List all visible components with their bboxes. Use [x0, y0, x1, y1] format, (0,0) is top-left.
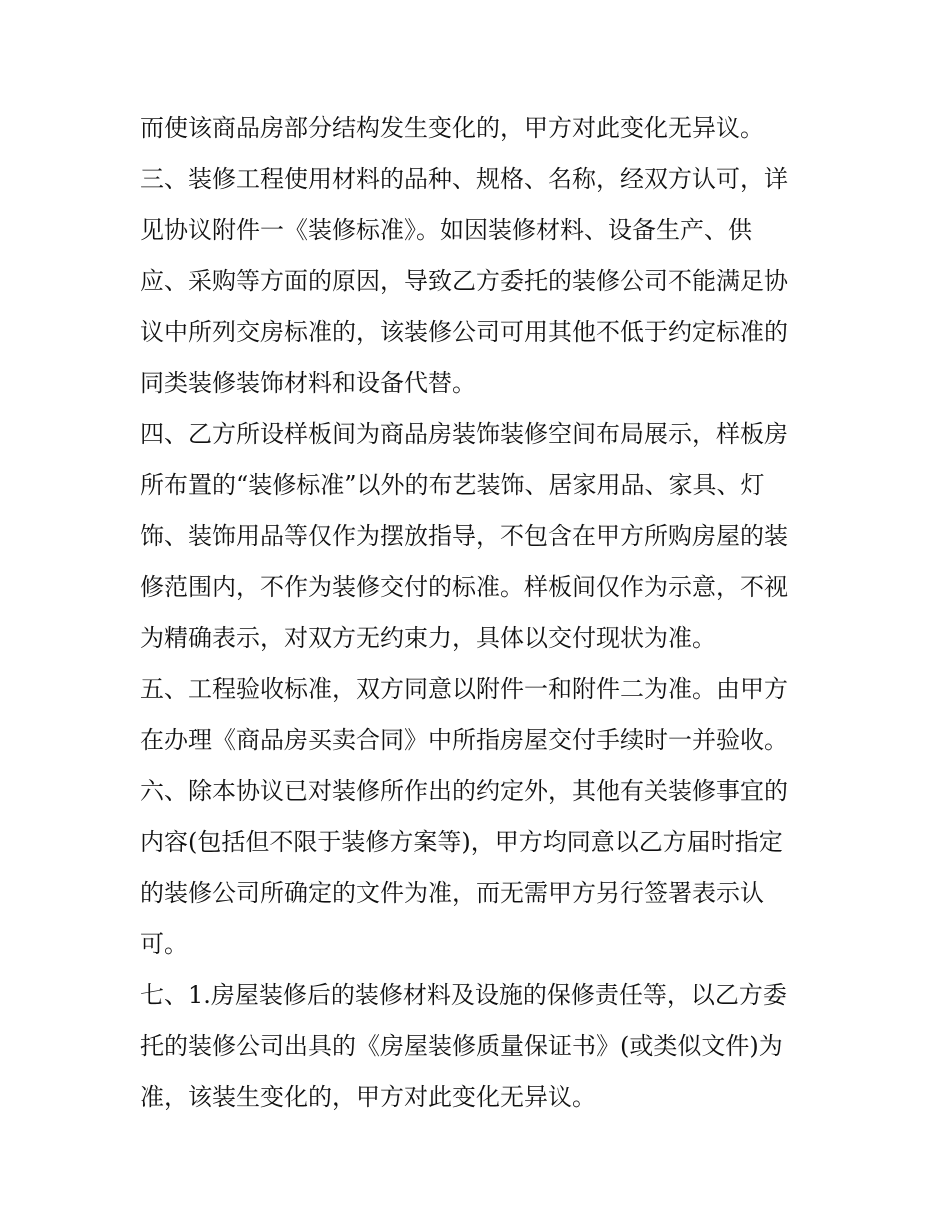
- text-line: 而使该商品房部分结构发生变化的，甲方对此变化无异议。: [140, 114, 764, 142]
- text-line: 修范围内，不作为装修交付的标准。样板间仅作为示意，不视: [140, 573, 788, 601]
- text-line: 四、乙方所设样板间为商品房装饰装修空间布局展示，样板房: [140, 420, 788, 448]
- text-line: 应、采购等方面的原因，导致乙方委托的装修公司不能满足协: [140, 267, 788, 295]
- text-line: 七、1.房屋装修后的装修材料及设施的保修责任等，以乙方委: [140, 981, 787, 1009]
- text-line: 六、除本协议已对装修所作出的约定外，其他有关装修事宜的: [140, 777, 788, 805]
- text-line: 饰、装饰用品等仅作为摆放指导，不包含在甲方所购房屋的装: [140, 522, 788, 550]
- text-line: 内容(包括但不限于装修方案等)，甲方均同意以乙方届时指定: [140, 828, 783, 856]
- text-line: 见协议附件一《装修标准》。如因装修材料、设备生产、供: [140, 216, 752, 244]
- text-line: 五、工程验收标准，双方同意以附件一和附件二为准。由甲方: [140, 675, 788, 703]
- text-line: 同类装修装饰材料和设备代替。: [140, 369, 476, 397]
- document-body: [140, 103, 820, 1123]
- text-line: 托的装修公司出具的《房屋装修质量保证书》(或类似文件)为: [140, 1032, 783, 1060]
- text-line: 可。: [140, 930, 188, 958]
- text-line: 的装修公司所确定的文件为准，而无需甲方另行签署表示认: [140, 879, 764, 907]
- text-line: 在办理《商品房买卖合同》中所指房屋交付手续时一并验收。: [140, 726, 788, 754]
- text-line: 为精确表示，对双方无约束力，具体以交付现状为准。: [140, 624, 716, 652]
- text-line: 所布置的“装修标准”以外的布艺装饰、居家用品、家具、灯: [140, 471, 765, 499]
- text-line: 议中所列交房标准的，该装修公司可用其他不低于约定标准的: [140, 318, 788, 346]
- text-line: 准，该装生变化的，甲方对此变化无异议。: [140, 1083, 596, 1111]
- text-line: 三、装修工程使用材料的品种、规格、名称，经双方认可，详: [140, 165, 788, 193]
